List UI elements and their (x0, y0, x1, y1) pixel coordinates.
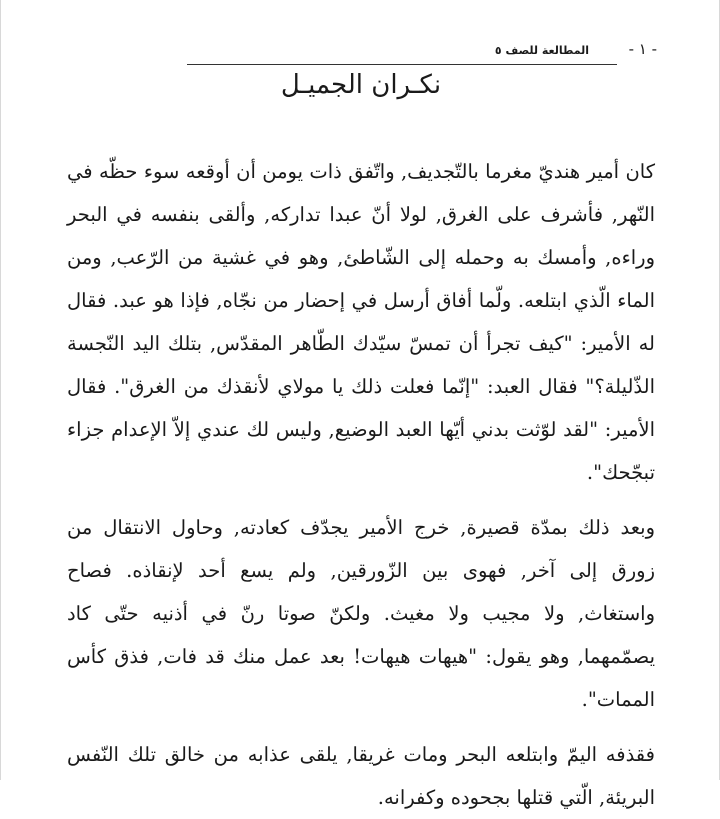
paragraph-2: وبعد ذلك بمدّة قصيرة, خرج الأمير يجدّف كعادته, وحاول الانتقال من زورق إلى آخر, فهوى بين الزّورقين, ولم يسع أحد لإنقاذه. فصاح واستغاث, ولا مجيب ولا مغيث. ولكنّ صوتا رنّ في أذنيه حتّى كاد يصمّمهما, وهو يقول: "هيهات هيهات! بعد عمل منك قد فات, فذق كأس الممات". (67, 516, 655, 711)
page-number: - ١ - (628, 40, 657, 58)
paragraph-1: كان أمير هنديّ مغرما بالتّجديف, واتّفق ذات يومن أن أوقعه سوء حظّه في النّهر, فأشرف على الغرق, لولا أنّ عبدا تداركه, وألقى بنفسه في البحر وراءه, وأمسك به وحمله إلى الشّاطئ, وهو في غشية من الرّعب, ومن الماء الّذي ابتلعه. ولّما أفاق أرسل في إحضار من نجّاه, فإذا هو عبد. فقال له الأمير: "كيف تجرأ أن تمسّ سيّدك الطّاهر المقدّس, بتلك اليد النّجسة الذّليلة؟" فقال العبد: "إنّما فعلت ذلك يا مولاي لأنقذك من الغرق". فقال الأمير: "لقد لوّثت بدني أيّها العبد الوضيع, وليس لك عندي إلاّ الإعدام جزاء تبجّحك". (67, 160, 655, 484)
story-title: نكـران الجميـل (280, 70, 442, 100)
page-header (187, 36, 657, 66)
course-label: المطالعة للصف ٥ (494, 44, 589, 57)
story-body (67, 150, 655, 819)
paragraph-3: فقذفه اليمّ وابتلعه البحر ومات غريقا, يلقى عذابه من خالق تلك النّفس البريئة, الّتي قتلها بجحوده وكفرانه. (67, 743, 655, 809)
header-rule (187, 64, 617, 65)
